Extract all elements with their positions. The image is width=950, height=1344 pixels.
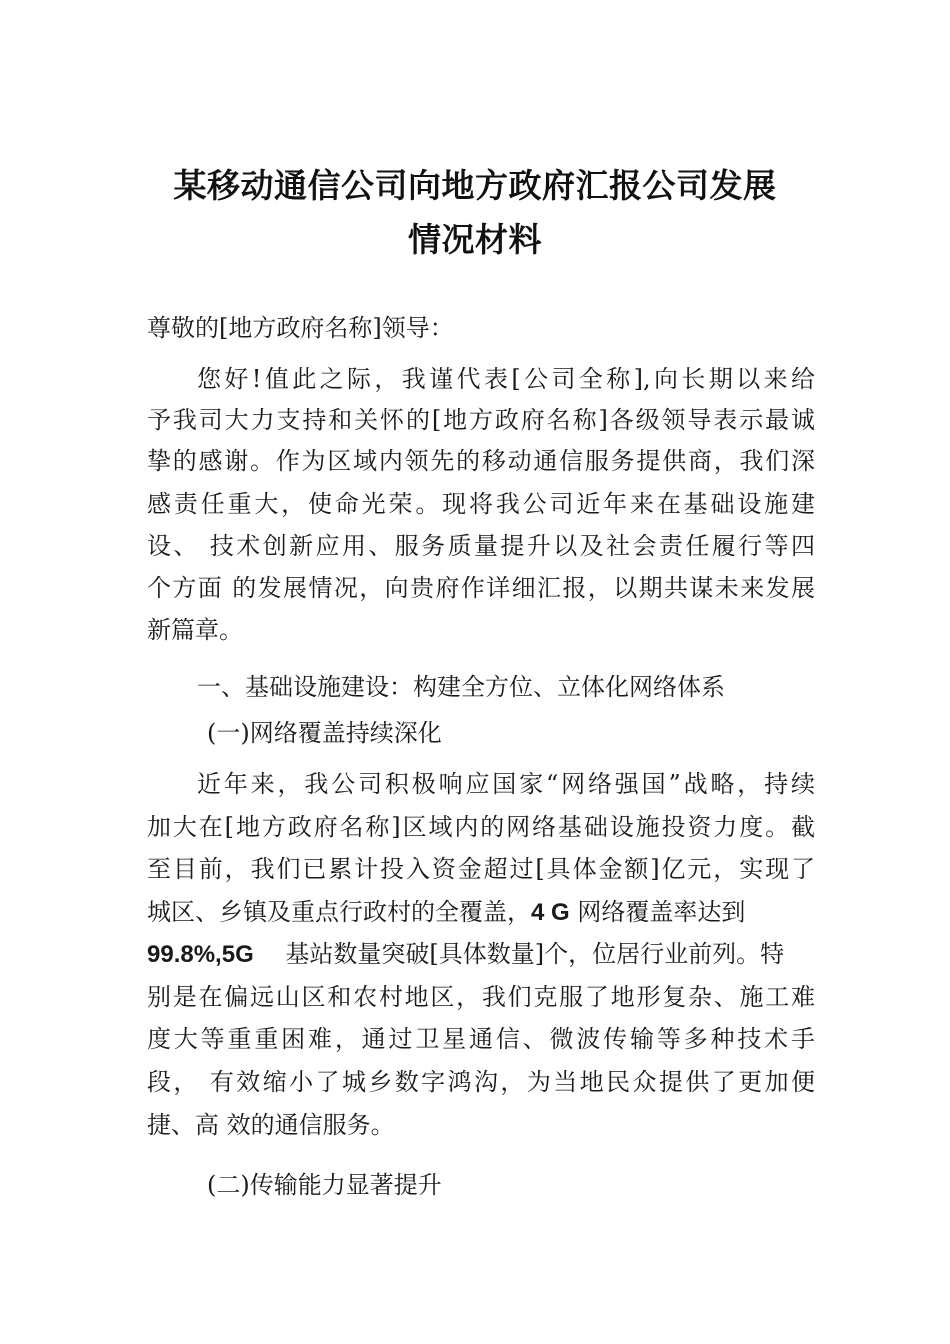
paragraph-bold-text: 99.8%,5G — [147, 941, 254, 968]
salutation: 尊敬的[地方政府名称]领导： — [147, 314, 454, 342]
subsection-heading: (一)网络覆盖持续深化 — [207, 719, 442, 747]
paragraph-line: 段， 有效缩小了城乡数字鸿沟，为当地民众提供了更加便 — [147, 1068, 815, 1096]
paragraph-text: 基站数量突破[具体数量]个，位居行业前列。特 — [253, 940, 785, 968]
subsection-heading: (二)传输能力显著提升 — [207, 1171, 442, 1199]
paragraph-line: 近年来，我公司积极响应国家“网络强国”战略，持续 — [197, 770, 815, 798]
intro-line: 您好!值此之际，我谨代表[公司全称],向长期以来给 — [197, 365, 815, 393]
section-heading: 一、基础设施建设：构建全方位、立体化网络体系 — [197, 673, 725, 701]
paragraph-line: 捷、高 效的通信服务。 — [147, 1111, 395, 1139]
paragraph-bold-text: 4 G — [531, 899, 570, 926]
intro-line: 个方面 的发展情况，向贵府作详细汇报，以期共谋未来发展 — [147, 574, 815, 602]
paragraph-line: 度大等重重困难，通过卫星通信、微波传输等多种技术手 — [147, 1025, 815, 1053]
paragraph-text: 网络覆盖率达到 — [569, 898, 746, 926]
intro-line: 予我司大力支持和关怀的[地方政府名称]各级领导表示最诚 — [147, 406, 815, 434]
intro-line: 设、 技术创新应用、服务质量提升以及社会责任履行等四 — [147, 532, 815, 560]
document-title-line-2: 情况材料 — [408, 220, 542, 259]
paragraph-text: 城区、乡镇及重点行政村的全覆盖， — [147, 898, 531, 926]
intro-line: 感责任重大，使命光荣。现将我公司近年来在基础设施建 — [147, 490, 815, 518]
paragraph-line: 至目前，我们已累计投入资金超过[具体金额]亿元，实现了 — [147, 855, 815, 883]
paragraph-line-mixed — [147, 939, 815, 970]
paragraph-line: 加大在[地方政府名称]区域内的网络基础设施投资力度。截 — [147, 813, 815, 841]
intro-line: 挚的感谢。作为区域内领先的移动通信服务提供商，我们深 — [147, 447, 815, 475]
paragraph-line: 别是在偏远山区和农村地区，我们克服了地形复杂、施工难 — [147, 983, 815, 1011]
paragraph-line-mixed — [147, 897, 815, 928]
intro-line: 新篇章。 — [147, 616, 243, 644]
document-title-line-1: 某移动通信公司向地方政府汇报公司发展 — [173, 166, 777, 205]
